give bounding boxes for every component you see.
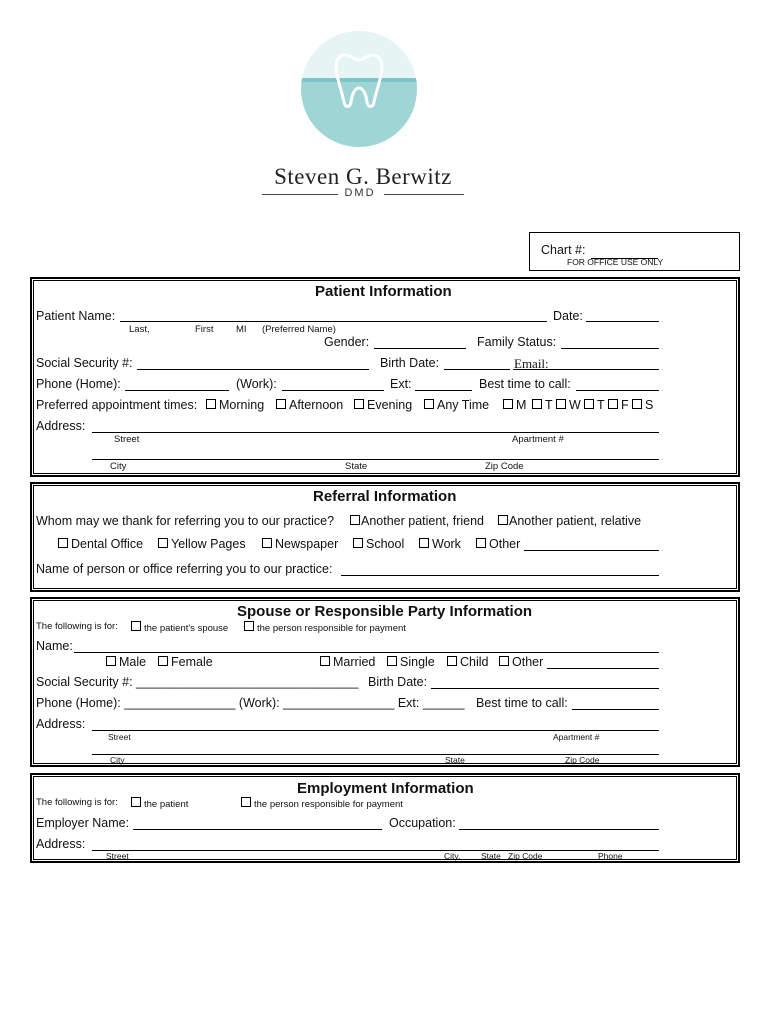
spouse-best-time-label: Best time to call: — [476, 696, 568, 710]
checkbox-icon — [131, 797, 141, 807]
occupation-label: Occupation: — [389, 816, 456, 830]
time-any[interactable]: Any Time — [424, 398, 489, 412]
checkbox-icon — [354, 399, 364, 409]
birth-date-field[interactable] — [444, 357, 510, 370]
employer-zip-caption: Zip Code — [508, 851, 543, 861]
preferred-times-label: Preferred appointment times: — [36, 398, 198, 412]
practice-credential: DMD — [344, 187, 376, 199]
employment-for-opt1[interactable]: the patient — [131, 797, 188, 810]
referral-question: Whom may we thank for referring you to our practice? — [36, 514, 335, 528]
time-morning[interactable]: Morning — [206, 398, 264, 412]
status-single[interactable]: Single — [387, 655, 435, 669]
spouse-apartment-caption: Apartment # — [553, 732, 600, 742]
gender-field[interactable] — [374, 336, 466, 349]
checkbox-icon — [532, 399, 542, 409]
phone-work-label: (Work): — [236, 377, 277, 391]
spouse-title: Spouse or Responsible Party Information — [237, 603, 533, 620]
checkbox-icon — [276, 399, 286, 409]
checkbox-icon — [447, 656, 457, 666]
occupation-field[interactable] — [459, 817, 659, 830]
day-w[interactable]: W — [556, 398, 581, 412]
spouse-ssn-label: Social Security #: ________________________________ — [36, 675, 359, 689]
checkbox-icon — [262, 538, 272, 548]
email-label: Email: — [514, 356, 549, 371]
spouse-city-caption: City — [110, 755, 125, 765]
status-child[interactable]: Child — [447, 655, 489, 669]
source-dental-office[interactable]: Dental Office — [58, 537, 143, 551]
status-other[interactable]: Other — [499, 655, 543, 669]
source-other-field[interactable] — [524, 538, 659, 551]
apartment-caption: Apartment # — [512, 434, 564, 445]
checkbox-icon — [158, 656, 168, 666]
employer-state-caption: State — [481, 851, 501, 861]
date-label: Date: — [553, 309, 583, 323]
sub-preferred: (Preferred Name) — [262, 324, 336, 335]
address-line-1[interactable] — [92, 420, 659, 433]
gender-label: Gender: — [324, 335, 370, 349]
spouse-birth-label: Birth Date: — [368, 675, 428, 689]
checkbox-icon — [499, 656, 509, 666]
patient-info-title: Patient Information — [315, 283, 452, 300]
street-caption: Street — [114, 434, 140, 445]
spouse-zip-caption: Zip Code — [565, 755, 600, 765]
sub-first: First — [195, 324, 214, 335]
source-yellow-pages[interactable]: Yellow Pages — [158, 537, 246, 551]
referral-opt-friend[interactable]: Another patient, friend — [350, 514, 484, 528]
checkbox-icon — [106, 656, 116, 666]
address-line-2[interactable] — [92, 447, 659, 460]
spouse-best-time-field[interactable] — [572, 697, 659, 710]
day-s[interactable]: S — [632, 398, 653, 412]
checkbox-icon — [608, 399, 618, 409]
day-th[interactable]: T — [584, 398, 605, 412]
time-evening[interactable]: Evening — [354, 398, 412, 412]
employment-for-label: The following is for: — [36, 797, 118, 808]
patient-name-label: Patient Name: — [36, 309, 116, 323]
checkbox-icon — [498, 515, 508, 525]
checkbox-icon — [353, 538, 363, 548]
phone-home-field[interactable] — [125, 378, 229, 391]
spouse-state-caption: State — [445, 755, 465, 765]
patient-name-field[interactable] — [120, 309, 547, 322]
office-use-note: FOR OFFICE USE ONLY — [567, 257, 664, 267]
spouse-for-label: The following is for: — [36, 621, 118, 632]
state-caption: State — [345, 461, 368, 472]
employer-name-label: Employer Name: — [36, 816, 130, 830]
checkbox-icon — [632, 399, 642, 409]
email-field[interactable] — [513, 357, 659, 370]
spouse-male[interactable]: Male — [106, 655, 146, 669]
time-afternoon[interactable]: Afternoon — [276, 398, 343, 412]
date-field[interactable] — [586, 309, 659, 322]
checkbox-icon — [387, 656, 397, 666]
referral-title: Referral Information — [313, 488, 457, 505]
sub-mi: MI — [236, 324, 247, 335]
employer-name-field[interactable] — [133, 817, 382, 830]
referral-opt-relative[interactable]: Another patient, relative — [498, 514, 641, 528]
status-other-field[interactable] — [547, 656, 659, 669]
best-time-label: Best time to call: — [479, 377, 571, 391]
spouse-address-label: Address: — [36, 717, 86, 731]
checkbox-icon — [476, 538, 486, 548]
spouse-female[interactable]: Female — [158, 655, 213, 669]
employer-phone-caption: Phone — [598, 851, 623, 861]
spouse-birth-field[interactable] — [431, 676, 659, 689]
checkbox-icon — [158, 538, 168, 548]
spouse-address-line-2[interactable] — [92, 742, 659, 755]
source-newspaper[interactable]: Newspaper — [262, 537, 338, 551]
checkbox-icon — [131, 621, 141, 631]
status-married[interactable]: Married — [320, 655, 375, 669]
checkbox-icon — [58, 538, 68, 548]
day-t[interactable]: T — [532, 398, 553, 412]
employment-title: Employment Information — [297, 780, 474, 797]
zip-caption: Zip Code — [485, 461, 524, 472]
checkbox-icon — [556, 399, 566, 409]
practice-logo — [300, 30, 418, 148]
sub-last: Last, — [129, 324, 150, 335]
spouse-for-opt2[interactable]: the person responsible for payment — [244, 621, 406, 634]
source-work[interactable]: Work — [419, 537, 461, 551]
employer-address-field[interactable] — [92, 838, 659, 851]
phone-work-field[interactable] — [282, 378, 384, 391]
employer-street-caption: Street — [106, 851, 129, 861]
city-caption: City — [110, 461, 127, 472]
checkbox-icon — [584, 399, 594, 409]
spouse-phone-label: Phone (Home): ________________ (Work): ________________ Ext: ______ — [36, 696, 465, 710]
family-status-field[interactable] — [561, 336, 659, 349]
ext-label: Ext: — [390, 377, 412, 391]
checkbox-icon — [503, 399, 513, 409]
ext-field[interactable] — [415, 378, 472, 391]
spouse-street-caption: Street — [108, 732, 131, 742]
address-label: Address: — [36, 419, 86, 433]
ssn-field[interactable] — [137, 357, 369, 370]
checkbox-icon — [350, 515, 360, 525]
checkbox-icon — [320, 656, 330, 666]
employment-for-opt2[interactable]: the person responsible for payment — [241, 797, 403, 810]
source-other[interactable]: Other — [476, 537, 520, 551]
spouse-name-label: Name: — [36, 639, 73, 653]
checkbox-icon — [206, 399, 216, 409]
day-m[interactable]: M — [503, 398, 526, 412]
spouse-for-opt1[interactable]: the patient's spouse — [131, 621, 228, 634]
source-school[interactable]: School — [353, 537, 404, 551]
phone-home-label: Phone (Home): — [36, 377, 121, 391]
family-status-label: Family Status: — [477, 335, 557, 349]
tooth-logo-icon — [300, 30, 418, 148]
checkbox-icon — [241, 797, 251, 807]
employer-city-caption: City, — [444, 851, 461, 861]
practice-name: Steven G. Berwitz — [274, 164, 452, 189]
referrer-name-field[interactable] — [341, 563, 659, 576]
birth-date-label: Birth Date: — [380, 356, 440, 370]
checkbox-icon — [419, 538, 429, 548]
referrer-name-label: Name of person or office referring you to our practice: — [36, 562, 333, 576]
employer-address-label: Address: — [36, 837, 86, 851]
checkbox-icon — [244, 621, 254, 631]
best-time-field[interactable] — [576, 378, 659, 391]
checkbox-icon — [424, 399, 434, 409]
spouse-name-field[interactable] — [74, 640, 659, 653]
day-f[interactable]: F — [608, 398, 629, 412]
spouse-address-line-1[interactable] — [92, 718, 659, 731]
chart-number-label: Chart #: — [541, 243, 586, 257]
ssn-label: Social Security #: — [36, 356, 133, 370]
